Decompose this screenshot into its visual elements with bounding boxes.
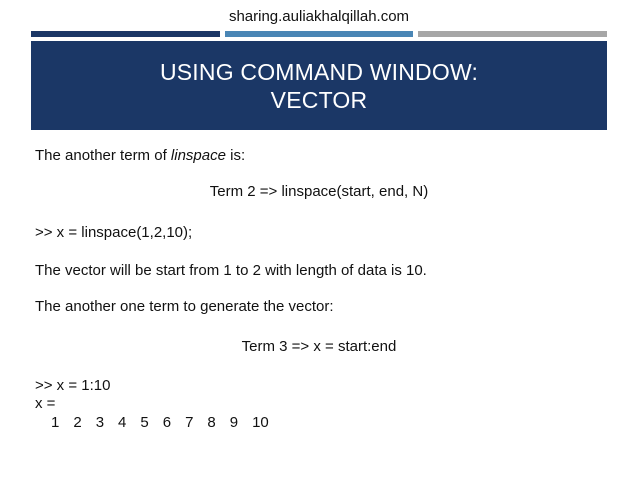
term2-line: Term 2 => linspace(start, end, N) [209,183,429,200]
stripe-dark-blue [31,31,220,37]
slide-title-line-1: USING COMMAND WINDOW: [159,58,479,85]
intro-line-2: The another one term to generate the vector: [35,298,334,315]
description-line: The vector will be start from 1 to 2 with length of data is 10. [35,262,427,279]
stripe-mid-blue [225,31,413,37]
output-value: 10 [252,414,269,431]
term3-line: Term 3 => x = start:end [241,338,397,355]
output-value: 8 [207,414,216,431]
intro-prefix: The another term of [35,147,171,164]
command-line-2: >> x = 1:10 [35,377,111,394]
output-value: 1 [51,414,60,431]
output-value: 2 [73,414,82,431]
output-value: 9 [229,414,239,431]
intro-line [35,147,245,165]
output-value: 7 [185,414,194,431]
watermark-text: sharing.auliakhalqillah.com [228,8,410,25]
output-value: 5 [140,414,149,431]
output-label: x = [35,395,56,412]
command-line-1: >> x = linspace(1,2,10); [35,224,193,241]
output-value: 4 [118,414,127,431]
slide-title-band [31,41,607,130]
slide-title-line-2: VECTOR [270,86,368,113]
stripe-gray [418,31,607,37]
intro-suffix: is: [225,147,246,164]
output-values-row [51,414,283,432]
intro-italic-term: linspace [170,147,226,164]
output-value: 6 [162,414,172,431]
output-value: 3 [95,414,105,431]
